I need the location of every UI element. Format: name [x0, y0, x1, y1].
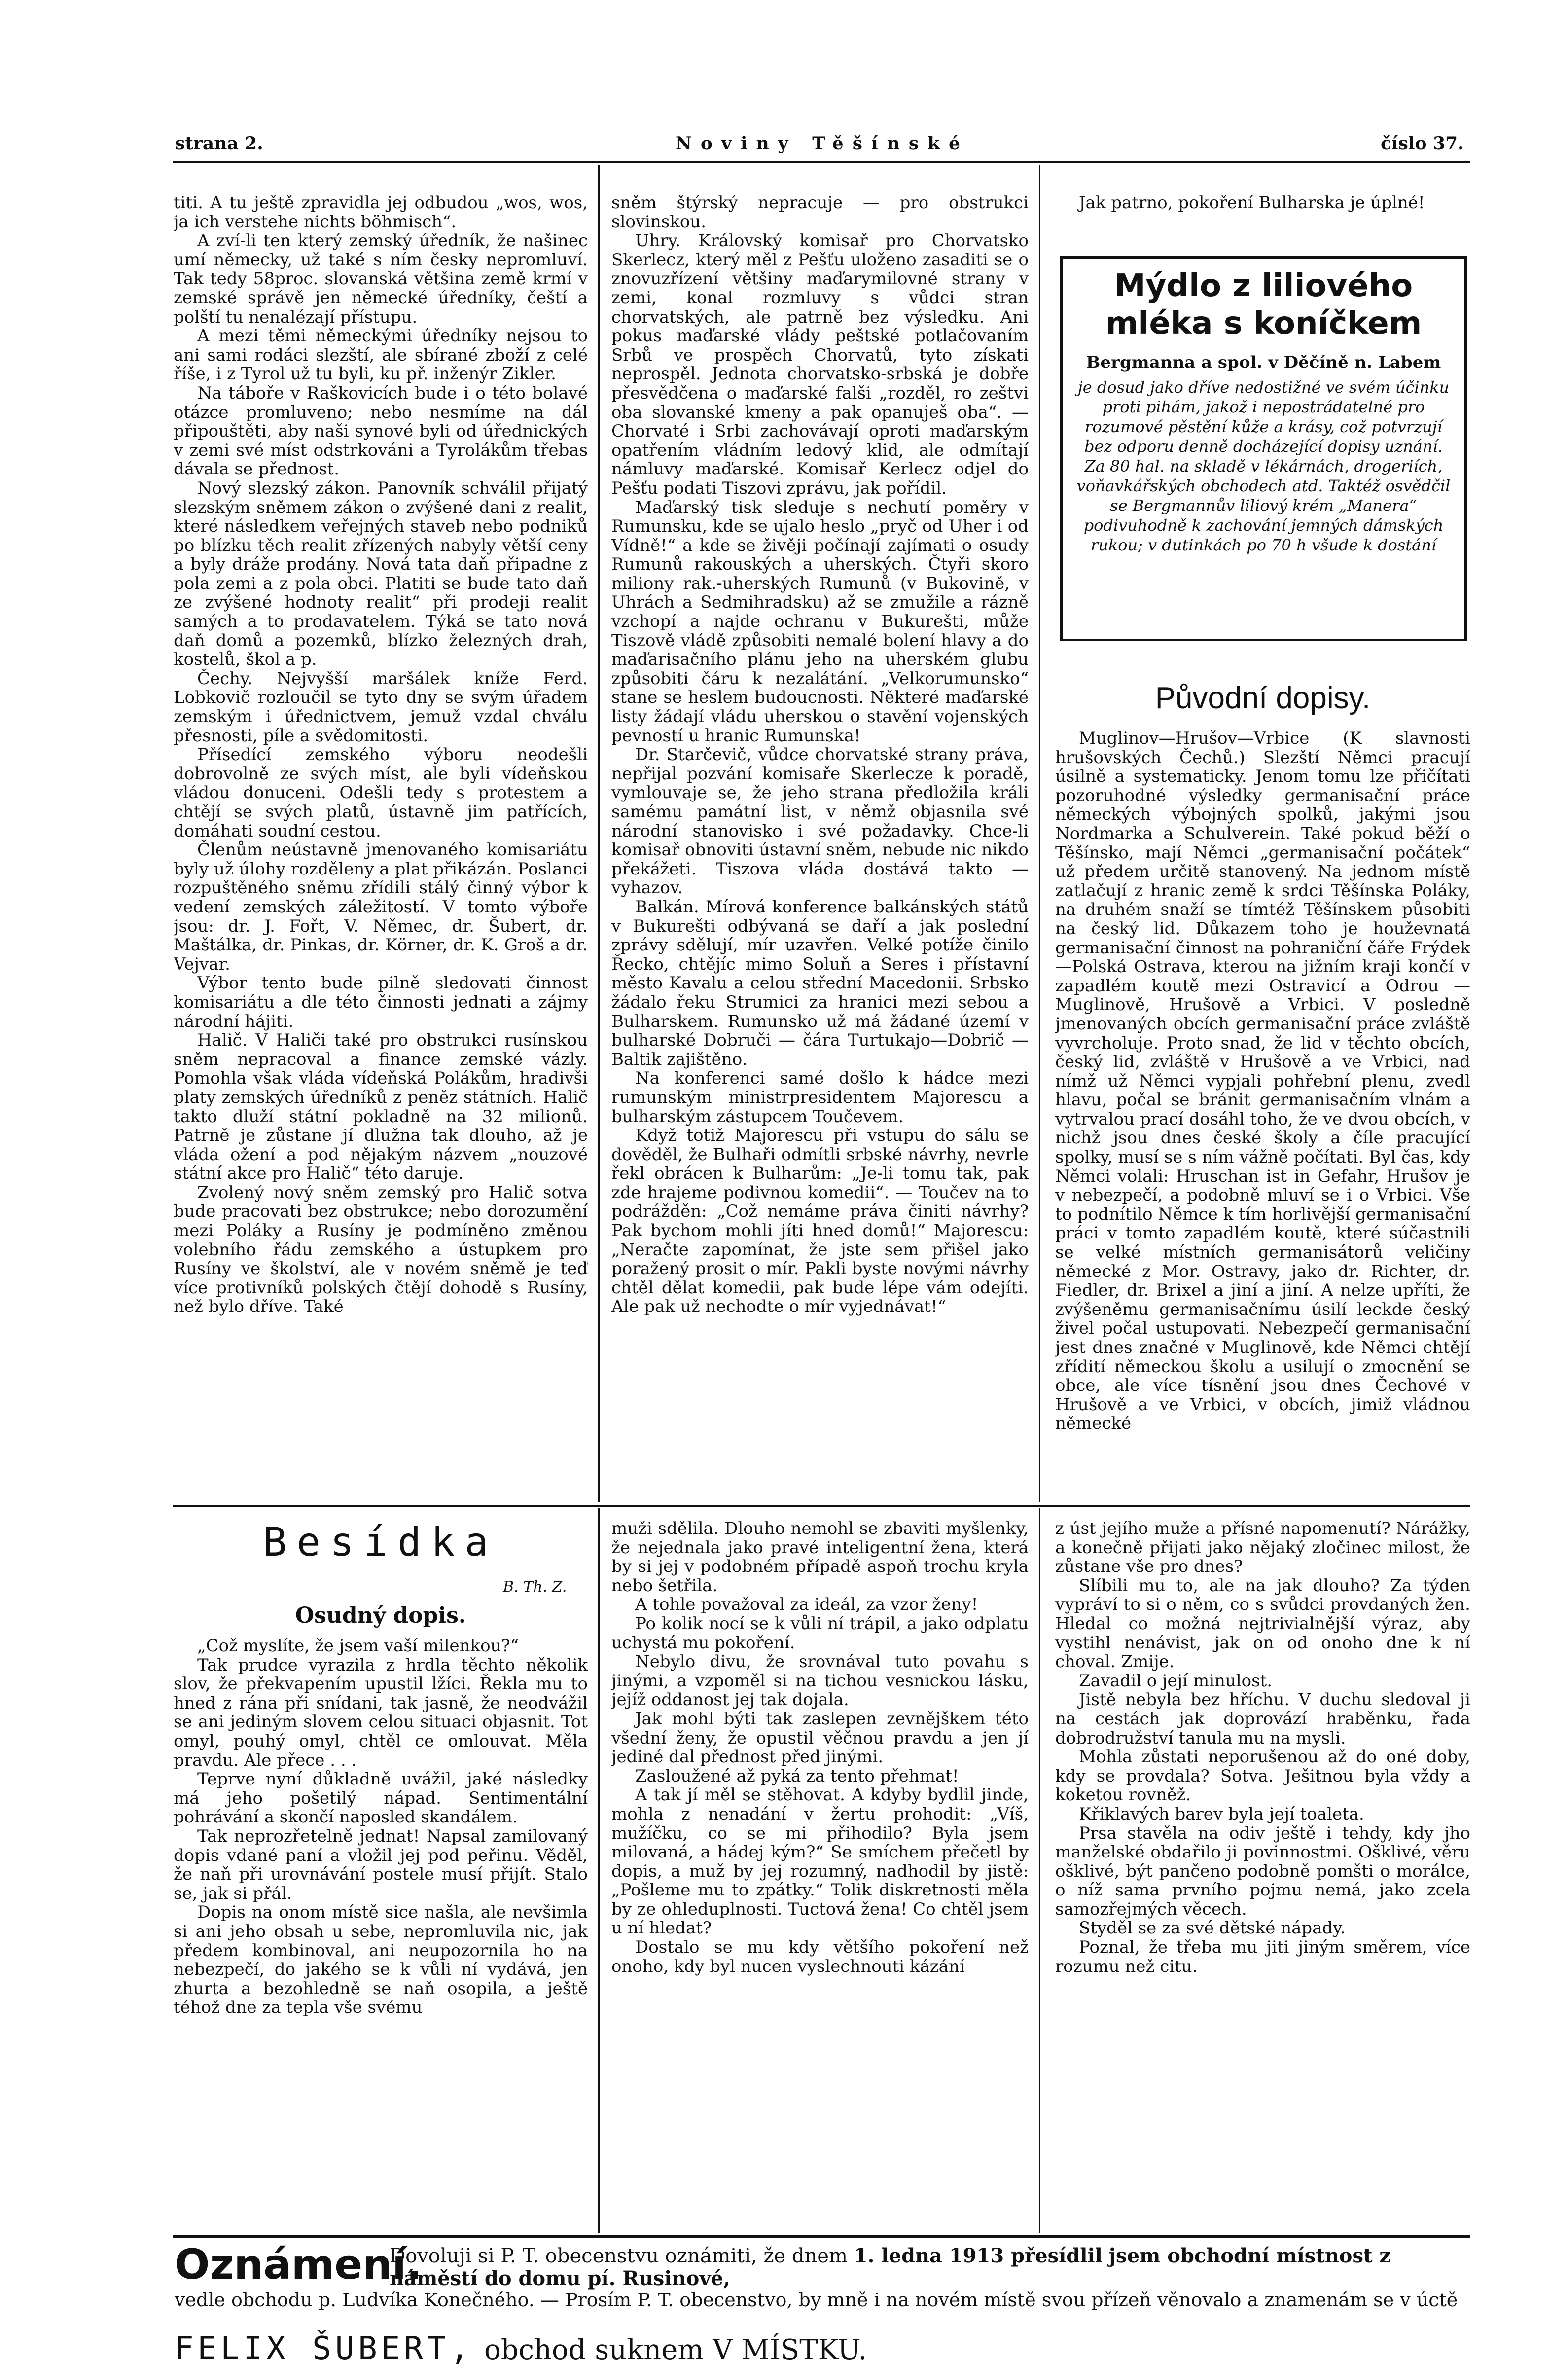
announcement-location: jsem obchodní místnost z náměstí do domu pí. Rusinové, [390, 2244, 1391, 2290]
story-paragraph: Slíbili mu to, ale na jak dlouho? Za týden vypráví to si o něm, co s svůdci provdaných žen. Hledal co možná nejtrivialnější výraz, aby vystihl nenávist, jak on od onoho dne k ní choval. Zmije. [1055, 1575, 1470, 1672]
article-paragraph: Zvolený nový sněm zemský pro Halič sotva bude pracovati bez obstrukce; nebo dorozumění mezi Poláky a Rusíny je podmíněno změnou volebního řádu zemského a ústupkem pro Rusíny ve školství, ale v novém sněmě je teď více protivníků polských čtějí dohodě s Rusíny, než bylo dříve. Také [174, 1182, 588, 1317]
article-paragraph: Na konferenci samé došlo k hádce mezi rumunským ministrpresidentem Majorescu a bulharským zástupcem Toučevem. [611, 1068, 1029, 1127]
column-divider-3 [598, 1508, 600, 2233]
section-rule [173, 1505, 1470, 1507]
column-1-articles [174, 193, 588, 1500]
story-paragraph: Tak neprozřetelně jednat! Napsal zamilovaný dopis vdané paní a vložil jej pod peřinu. Věděl, že naň při urovnávání postele musí přijít. Stalo se, jak si přál. [174, 1826, 588, 1903]
story-paragraph: Nebylo divu, že srovnával tuto povahu s jinými, a vzpoměl si na tichou vesnickou lásku, jejíž oddanost jej tak dojala. [611, 1652, 1029, 1710]
article-paragraph: Uhry. Královský komisař pro Chorvatsko Skerlecz, který měl z Pešťu uloženo zasaditi se o znovuzřízení většiny maďarymilovné strany v zemi, konal rozmluvy s vůdci stran chorvatských, ale patrně bez výsledku. Ani pokus maďarské vlády peštské potlačovaním Srbů ve prospěch Chorvatů, tyto získati neprospěl. Jednota chorvatsko-srbská je dobře přesvědčena o maďarské falši „rozděl, ro zeštvi oba slovanské kmeny a pak opanuješ oba“. — Chorvaté i Srbi zachovávají oproti maďarským opatřením vládním ledový klid, ale odmítají námluvy maďarské. Komisař Kerlecz odjel do Pešťu podati Tiszovi zprávu, jak pořídil. [611, 231, 1029, 498]
story-paragraph: Křiklavých barev byla její toaleta. [1079, 1804, 1364, 1824]
story-paragraph: Styděl se za své dětské nápady. [1079, 1918, 1346, 1938]
merchant-name: FELIX ŠUBERT, [175, 2331, 473, 2367]
article-paragraph: Přísedící zemského výboru neodešli dobrovolně ze svých míst, ale byli vídeňskou vládou donuceni. Odešli tedy s protestem a chtějí se svých platů, ústavně jim patřících, domáhati soudní cestou. [174, 745, 588, 841]
header-rule [173, 161, 1470, 163]
article-paragraph: sněm štýrský nepracuje — pro obstrukci slovinskou. [611, 193, 1029, 232]
story-paragraph: Zasloužené až pyká za tento přehmat! [635, 1766, 959, 1786]
announcement-ad [173, 2240, 1470, 2367]
soap-advertisement [1060, 256, 1467, 641]
story-paragraph: Tak prudce vyrazila z hrdla těchto několik slov, že překvapením upustil lžíci. Řekla mu to hned z rána při snídani, tak jasně, že neodvážil se ani jediným slovem celou situaci objasnit. Tot omyl, pouhý omyl, chtěl ce omlouvat. Měla pravdu. Ale přece . . . [174, 1655, 588, 1770]
story-paragraph: Prsa stavěla na odiv ještě i tehdy, kdy jho manželské obdařilo ji povinnostmi. Ošklivé, věru ošklivé, být pančeno podobně pomšti o morálce, o níž sama prvního pojmu nemá, jako zcela samozřejmých věcech. [1055, 1823, 1470, 1919]
story-paragraph: Poznal, že třeba mu jiti jiným směrem, více rozumu než citu. [1055, 1937, 1470, 1976]
article-paragraph: Čechy. Nejvyšší maršálek kníže Ferd. Lobkovič rozloučil se tyto dny se svým úřadem zemským i úřednictvem, jemuž vzdal chválu přesnosti, píle a svědomitosti. [174, 668, 588, 746]
feuilleton-column-3 [1055, 1519, 1470, 2233]
story-paragraph: Mohla zůstati neporušenou až do oné doby, kdy se provdala? Sotva. Ješitnou byla vždy a koketou rovněž. [1055, 1747, 1470, 1805]
ad-headline: Mýdlo z liliového [1114, 268, 1413, 304]
announcement-word: Oznámení. [175, 2240, 422, 2289]
story-paragraph: Jistě nebyla bez hříchu. V duchu sledoval ji na cestách jak doprovází hraběnku, řada dobrodružství tanula mu na mysli. [1055, 1690, 1470, 1748]
announcement-text-2: vedle obchodu p. Ludvíka Konečného. — Prosím P. T. obecenstvo, by mně i na novém místě svou přízeň věnovalo a znamenám se v úctě [175, 2289, 1458, 2311]
issue-number-label: číslo 37. [1381, 133, 1464, 154]
column-divider-2 [1039, 165, 1040, 1502]
story-paragraph: Po kolik nocí se k vůli ní trápil, a jako odplatu uchystá mu pokoření. [611, 1613, 1029, 1653]
story-paragraph: „Což myslíte, že jsem vaší milenkou?“ [197, 1637, 519, 1656]
article-paragraph: Členům neústavně jmenovaného komisariátu byly už úlohy rozděleny a plat přikázán. Poslanci rozpuštěného sněmu zřídili stálý činný výbor k vedení zemských záležitostí. V tomto výboře jsou: dr. J. Fořt, V. Němec, dr. Šubert, dr. Maštálka, dr. Pinkas, dr. Körner, dr. K. Groš a dr. Vejvar. [174, 840, 588, 974]
article-paragraph: A zví-li ten který zemský úředník, že našinec umí německy, už také s ním česky nepromluví. Tak tedy 58proc. slovanská většina země krmí v zemské správě jen německé úředníky, čeští a polští tu nenalézají přístupu. [174, 231, 588, 327]
article-paragraph: Na táboře v Raškovicích bude i o této bolavé otázce promluveno; nebo nesmíme na dál připouštěti, aby naši synové byli od úřednických v zemi své míst odstrkováni a Tyrolákům třebas dávala se přednost. [174, 383, 588, 479]
article-paragraph: Jak patrno, pokoření Bulharska je úplné! [1079, 193, 1425, 213]
merchant-business: obchod suknem V MÍSTKU. [484, 2334, 867, 2366]
article-paragraph: Výbor tento bude pilně sledovati činnost komisariátu a dle této činnosti jednati a zájmy národní hájiti. [174, 973, 588, 1031]
byline: B. Th. Z. [503, 1578, 567, 1596]
story-title: Osudný dopis. [295, 1603, 466, 1628]
article-paragraph: Halič. V Haliči také pro obstrukci rusínskou sněm nepracoval a finance zemské vázly. Pomohla však vláda vídeňská Polákům, hradivši platy zemských úředníků z peněz státních. Halič takto dluží státní pokladně na 32 milionů. Patrně je zůstane jí dlužna tak dlouho, až je vláda ožení a pod nějakým názvem „nouzové státní akce pro Halič“ této daruje. [174, 1030, 588, 1184]
column-3-articles [1055, 729, 1470, 1498]
story-paragraph: muži sdělila. Dlouho nemohl se zbaviti myšlenky, že nejednala jako pravé inteligentní žena, která by si jej v podobném případě aspoň trochu kryla nebo šetřila. [611, 1519, 1029, 1596]
article-paragraph: titi. A tu ještě zpravidla jej odbudou „wos, wos, ja ich verstehe nichts böhmisch“. [174, 193, 588, 232]
page-number-label: strana 2. [175, 133, 263, 154]
article-paragraph: Maďarský tisk sleduje s nechutí poměry v Rumunsku, kde se ujalo heslo „pryč od Uher i od Vídně!“ a kde se živěji počínají zajímati o osudy Rumunů rakouských a uherských. Čtyři skoro miliony rak.-uherských Rumunů (v Bukovině, v Uhrách a Sedmihradsku) až se zmužile a rázně vzchopí a najde ochranu v Bukurešti, může Tiszově vládě způsobiti nemalé bolení hlavy a do maďarisačního plánu jeho na uherském glubu způsobiti čáru k nezalátání. „Velkorumunsko“ stane se heslem budoucnosti. Některé maďarské listy žádají vládu uherskou o stavění vojenských pevností u hranic Rumunska! [611, 497, 1029, 746]
ad-headline: mléka s koníčkem [1105, 305, 1422, 342]
story-paragraph: z úst jejího muže a přísné napomenutí? Nárážky, a konečně přijati jako nějaký zločinec milost, že zůstane vše pro dnes? [1055, 1519, 1470, 1577]
story-paragraph: Dostalo se mu kdy většího pokoření než onoho, kdy byl nucen vyslechnouti kázání [611, 1937, 1029, 1976]
column-divider-4 [1039, 1508, 1040, 2233]
story-paragraph: A tak jí měl se stěhovat. A kdyby bydlil jinde, mohla z nenadání v žertu prohodit: „Víš, mužíčku, co se mi přihodilo? Byla jsem milovaná, a hádej kým?“ Se smíchem přečetl by dopis, a muž by jej rozumný, nadhodil by jistě: „Pošleme mu to zpátky.“ Tolik diskretnosti měla by ze ohleduplnosti. Tuctová žena! Co chtěl jsem u ní hledat? [611, 1785, 1029, 1938]
ad-body: je dosud jako dříve nedostižné ve svém účinku proti pihám, jakož i nepostrádatelné pro rozumové pěstění kůže a krásy, což potvrzují bez odporu denně docházející dopisy uznání. Za 80 hal. na skladě v lékárnách, drogeriích, voňavkářských obchodech atd. Taktéž osvědčil se Bergmannův liliový krém „Manera“ podivuhodně k zachování jemných dámských rukou; v dutinkách po 70 h všude k dostání [1076, 378, 1451, 554]
feuilleton-title: Besídka [263, 1519, 499, 1565]
masthead-title: Noviny Těšínské [676, 133, 969, 154]
announcement-text [390, 2245, 1469, 2290]
ad-top-rule [173, 2235, 1470, 2238]
ad-firm: Bergmanna a spol. v Děčíně n. Labem [1086, 353, 1441, 372]
story-paragraph: A tohle považoval za ideál, za vzor ženy! [635, 1595, 978, 1615]
story-paragraph: Teprve nyní důkladně uvážil, jaké následky má jeho pošetilý nápad. Sentimentální pohrávání a skončí naposled skandálem. [174, 1769, 588, 1827]
article-paragraph: Balkán. Mírová konference balkánských států v Bukurešti odbývaná se daří a jak poslední zprávy sdělují, mír uzavřen. Velké potíže činilo Řecko, chtějíc mimo Soluň a Seres i přístavní město Kavalu a celou střední Macedonii. Srbsko žádalo řeku Strumici za hranici mezi sebou a Bulharskem. Rumunsko už má žádané území v bulharské Dobruči — čára Turtukajo—Dobrič —Baltik zajištěno. [611, 897, 1029, 1069]
article-paragraph: Když totiž Majorescu při vstupu do sálu se dověděl, že Bulhaři odmítli srbské návrhy, nevrle řekl obrácen k Bulharům: „Je-li tomu tak, pak zde hrajeme podivnou komedii“. — Toučev na to podrážděn: „Což nemáme práva činiti návrhy? Pak bychom mohli jíti hned domů!“ Majorescu: „Neračte zapomínat, že jste sem přišel jako poražený prosit o mír. Pakli byste novými návrhy chtěl dělat komedii, pak bude lépe vám odejíti. Ale pak už nechodte o mír vyjednávat!“ [611, 1126, 1029, 1317]
column-2-articles [611, 193, 1029, 1500]
story-paragraph: Dopis na onom místě sice našla, ale nevšimla si ani jeho obsah u sebe, nepromluvila nic, jak předem kombinoval, ani neupozornila ho na nebezpečí, do jakého se k vůli ní vydává, jen zhurta a bezohledně se naň osopila, a ještě téhož dne za tepla vše svému [174, 1902, 588, 2018]
feuilleton-column-1 [174, 1637, 588, 2233]
announcement-date: 1. ledna 1913 přesídlil [854, 2244, 1103, 2267]
article-paragraph: A mezi těmi německými úředníky nejsou to ani sami rodáci slezští, ale sbírané zboží z celé říše, i z Tyrol už tu byli, ku př. inženýr Zikler. [174, 326, 588, 384]
article-paragraph: Nový slezský zákon. Panovník schválil přijatý slezským sněmem zákon o zvýšené dani z realit, které následkem veřejných staveb nebo podniků po blízku těch realit zřízených nabyly větší ceny a byly dráže prodány. Nová tata daň připadne z pola zemi a z pola obci. Platiti se bude tato daň ze zvýšené hodnoty realit“ při prodeji realit samých a to prodavatelem. Týká se tato nová daň domů a pozemků, blízko železných drah, kostelů, škol a p. [174, 478, 588, 670]
section-title: Původní dopisy. [1155, 681, 1371, 715]
feuilleton-column-2 [611, 1519, 1029, 2233]
story-paragraph: Jak mohl býti tak zaslepen zevnějškem této všední ženy, že opustil věčnou pravdu a jen jí jediné dal přednost před jinými. [611, 1709, 1029, 1767]
announcement-text-part: Dovoluji si P. T. obecenstvu oznámiti, že dnem [390, 2245, 848, 2267]
column-3-intro [1055, 193, 1470, 233]
article-paragraph: Dr. Starčevič, vůdce chorvatské strany práva, nepřijal pozvání komisaře Skerlecze k poradě, vymlouvaje se, že jeho strana předložila králi samému památní list, v němž objasnila své národní stanovisko i své požadavky. Chce-li komisař obnoviti ústavní sněm, nebude nic nikdo překážeti. Tiszova vláda dostává takto — vyhazov. [611, 745, 1029, 898]
column-divider-1 [598, 165, 600, 1502]
article-paragraph: Muglinov—Hrušov—Vrbice (K slavnosti hrušovských Čechů.) Slezští Němci pracují úsilně a systematicky. Jenom tomu lze přičítati pozoruhodné výsledky germanisační práce německých výbojných spolků, jakými jsou Nordmarka a Schulverein. Také pokud běží o Těšínsko, mají Němci „germanisační počátek“ už předem určitě stanovený. Na jednom místě zatlačují z hranic země k srdci Těšínska Poláky, na druhém snaží se tímtéž Těšínskem působiti na český lid. Důkazem toho je houževnatá germanisační činnost na pohraniční čáře Frýdek—Polská Ostrava, kterou na jižním kraji končí v zapadlém koutě mezi Ostravicí a Odrou — Muglinově, Hrušově a Vrbici. V posledně jmenovaných obcích germanisační práce zvláště vyvrcholuje. Proto snad, že lid v těchto obcích, český lid, zvláště v Hrušově a ve Vrbici, nad nímž už Němci vypjali pohřební plenu, zvedl hlavu, počal se bránit germanisačním vlnám a vytrvalou prací dosáhl toho, že ve dvou obcích, v nichž jsou dnes české školy a číle pracující spolky, musí se s ním vážně počítati. Byl čas, kdy Němci volali: Hruschan ist in Gefahr, Hrušov je v nebezpečí, a podobně mluví se i o Vrbici. Vše to podnítilo Němce k tím horlivější germanisační práci v tomto zapadlém koutě, které súčastnili se velké místních germanisátorů veličiny německé z Mor. Ostravy, jako dr. Richter, dr. Fiedler, dr. Brixel a jiní a jiní. A nelze upříti, že zvýšeněmu germanisačnímu úsilí leckde český živel počal ustupovati. Nebezpečí germanisační jest dnes značné v Muglinově, kde Němci chtějí zřídití německou školu a usilují o zmocnění se obce, ale více tísnění jsou dnes Čechové v Hrušově a ve Vrbici, v obcích, jimiž vládnou německé [1055, 729, 1470, 1434]
story-paragraph: Zavadil o její minulost. [1079, 1671, 1273, 1691]
